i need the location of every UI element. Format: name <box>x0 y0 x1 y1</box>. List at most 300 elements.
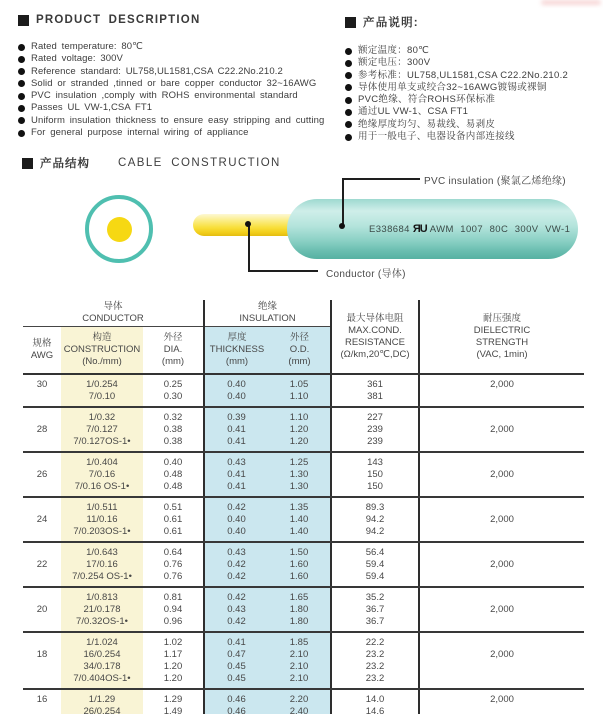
cell-line: 0.76 <box>163 558 183 570</box>
bullet-text: PVC insulation ,comply with ROHS environmental standard <box>31 90 298 102</box>
cell-line: 2,000 <box>490 648 514 660</box>
cell-line: 7/0.10 <box>88 390 116 402</box>
cell-line: 0.51 <box>163 501 183 513</box>
cell-line <box>23 547 61 559</box>
cell-line: 1.29 <box>163 693 183 705</box>
conductor-core-icon <box>107 217 132 242</box>
cell-line: 0.41 <box>227 636 246 648</box>
spec-table <box>23 300 584 714</box>
bullet-item <box>18 102 340 114</box>
cell-line: 7/0.404OS-1• <box>73 672 131 684</box>
hdr-line: CONSTRUCTION <box>63 344 141 355</box>
product-notes-cn-list <box>345 45 595 143</box>
cell-line: 0.38 <box>163 423 183 435</box>
cell-line: 1.10 <box>289 390 309 402</box>
thickness-cell <box>203 498 268 541</box>
insulation-leader-hline <box>342 178 420 180</box>
bullet-item <box>18 78 340 90</box>
cell-line: 361 <box>367 378 383 390</box>
awg-cell <box>23 498 61 541</box>
cell-line <box>23 673 61 685</box>
hdr-line: MAX.COND. <box>348 324 402 336</box>
cell-line <box>420 412 584 424</box>
cell-line: 22 <box>36 558 48 570</box>
bullet-icon <box>18 68 25 75</box>
cell-line: 381 <box>367 390 383 402</box>
cell-line: 23.2 <box>365 672 385 684</box>
dielectric-header <box>418 300 584 373</box>
bullet-icon <box>345 121 352 128</box>
product-description-list <box>18 41 340 139</box>
insulation-group-label <box>205 300 330 327</box>
cell-line: 1/0.404 <box>86 456 118 468</box>
awg-cell <box>23 408 61 451</box>
cell-line: 1.30 <box>289 480 309 492</box>
resistance-cell <box>330 588 418 631</box>
cell-line: 0.81 <box>163 591 183 603</box>
product-notes-cn-section <box>345 14 595 143</box>
cell-line <box>420 391 584 403</box>
dia-cell <box>143 498 203 541</box>
hdr-line: (VAC, 1min) <box>476 348 528 360</box>
od-cell <box>268 690 330 714</box>
cell-line <box>23 412 61 424</box>
cell-line: 0.42 <box>227 570 246 582</box>
cell-line: 7/0.16 <box>88 468 116 480</box>
cell-line: 239 <box>367 435 383 447</box>
thickness-cell <box>203 588 268 631</box>
cell-line <box>23 526 61 538</box>
cell-line: 23.2 <box>365 648 385 660</box>
table-row-group-awg-30 <box>23 375 584 406</box>
cable-construction-heading <box>22 155 281 171</box>
cell-line: 35.2 <box>365 591 385 603</box>
conductor-label-en: CONDUCTOR <box>82 313 144 324</box>
cable-print-left: E338684 <box>369 224 410 235</box>
bullet-text: 额定电压：300V <box>358 57 431 69</box>
bullet-text: Passes UL VW-1,CSA FT1 <box>31 102 153 114</box>
od-cell <box>268 498 330 541</box>
hdr-line: 外径 <box>163 332 183 343</box>
cell-line: 1/0.813 <box>86 591 118 603</box>
cell-line: 0.41 <box>227 480 246 492</box>
cell-line: 0.48 <box>163 468 183 480</box>
od-cell <box>268 375 330 406</box>
cell-line: 30 <box>36 378 48 390</box>
cell-line <box>23 502 61 514</box>
cell-line: 94.2 <box>365 525 385 537</box>
conductor-subheaders <box>23 327 203 373</box>
cell-line <box>420 481 584 493</box>
corner-print-artifact <box>541 0 601 5</box>
od-cell <box>268 408 330 451</box>
insulation-label-en: INSULATION <box>239 313 296 324</box>
dia-cell <box>143 543 203 586</box>
cell-line: 0.41 <box>227 435 246 447</box>
bullet-item <box>345 106 595 118</box>
cell-line: 14.0 <box>365 693 385 705</box>
cell-line: 1.30 <box>289 468 309 480</box>
bullet-icon <box>18 130 25 137</box>
construction-title-cn: 产品结构 <box>40 158 90 170</box>
bullet-item <box>18 127 340 139</box>
thickness-cell <box>203 375 268 406</box>
bullet-text: Rated voltage: 300V <box>31 53 123 65</box>
hdr-line: RESISTANCE <box>344 336 405 348</box>
bullet-icon <box>345 134 352 141</box>
bullet-icon <box>345 60 352 67</box>
construction-title-en: CABLE CONSTRUCTION <box>118 157 281 169</box>
cell-line: 0.41 <box>227 468 246 480</box>
cell-line <box>420 673 584 685</box>
bullet-icon <box>18 93 25 100</box>
cell-line: 16 <box>36 693 48 705</box>
bullet-text: 绝缘厚度均匀、易裁线、易剥皮 <box>358 118 496 130</box>
bullet-item <box>345 45 595 57</box>
construction-cell <box>61 375 143 406</box>
cell-line <box>23 661 61 673</box>
cell-line: 0.48 <box>163 480 183 492</box>
resistance-cell <box>330 498 418 541</box>
cell-line: 0.30 <box>163 390 183 402</box>
square-bullet-icon <box>22 158 33 169</box>
construction-cell <box>61 408 143 451</box>
cell-line: 1.25 <box>289 456 309 468</box>
cell-line: 7/0.127 <box>86 423 118 435</box>
cell-line: 0.43 <box>227 456 246 468</box>
cell-line: 20 <box>36 603 48 615</box>
bullet-text: Rated temperature: 80℃ <box>31 41 143 52</box>
cell-line: 1.17 <box>163 648 183 660</box>
cell-line: 0.40 <box>227 378 246 390</box>
insulation-pointer-dot <box>339 223 345 229</box>
dielectric-cell <box>418 498 584 541</box>
bullet-item <box>345 57 595 69</box>
bullet-item <box>345 119 595 131</box>
cell-line: 150 <box>367 468 383 480</box>
construction-cell <box>61 543 143 586</box>
bullet-text: For general purpose internal wiring of appliance <box>31 127 249 139</box>
table-row-group-awg-26 <box>23 451 584 496</box>
cell-line: 1.20 <box>163 672 183 684</box>
cell-line: 7/0.32OS-1• <box>76 615 128 627</box>
cell-line: 1/0.643 <box>86 546 118 558</box>
hdr-line: 外径 <box>289 332 309 343</box>
bullet-item <box>18 90 340 102</box>
bullet-icon <box>345 109 352 116</box>
resistance-cell <box>330 453 418 496</box>
cell-line: 0.39 <box>227 411 246 423</box>
resistance-cell <box>330 375 418 406</box>
cell-line: 2.10 <box>289 672 309 684</box>
cell-line: 2.10 <box>289 660 309 672</box>
od-cell <box>268 588 330 631</box>
conductor-group-header <box>23 300 203 373</box>
table-row-group-awg-24 <box>23 496 584 541</box>
bullet-text: 额定温度：80℃ <box>358 45 430 56</box>
cell-line <box>23 571 61 583</box>
resistance-cell <box>330 408 418 451</box>
awg-cell <box>23 690 61 714</box>
cell-line: 0.42 <box>227 591 246 603</box>
bullet-text: 通过UL VW-1、CSA FT1 <box>358 106 469 118</box>
square-bullet-icon <box>18 15 29 26</box>
cell-line: 16/0.254 <box>83 648 121 660</box>
cell-line: 1.80 <box>289 603 309 615</box>
cell-line: 1.80 <box>289 615 309 627</box>
cell-line: 0.40 <box>227 525 246 537</box>
cable-body <box>287 199 578 259</box>
spec-table-body <box>23 375 584 714</box>
cell-line <box>23 637 61 649</box>
dielectric-cell <box>418 633 584 688</box>
cell-line: 56.4 <box>365 546 385 558</box>
cell-line: 22.2 <box>365 636 385 648</box>
hdr-line: (No./mm) <box>82 356 122 367</box>
cell-line: 1.20 <box>163 660 183 672</box>
resistance-cell <box>330 543 418 586</box>
cell-line: 0.40 <box>227 390 246 402</box>
cell-line: 23.2 <box>365 660 385 672</box>
cell-line: 0.42 <box>227 615 246 627</box>
cell-line: 2,000 <box>490 468 514 480</box>
cell-line: 1/1.29 <box>88 693 116 705</box>
cell-line: 0.94 <box>163 603 183 615</box>
bullet-text: 参考标准：UL758,UL1581,CSA C22.2No.210.2 <box>358 69 569 81</box>
insulation-group-header <box>203 300 330 373</box>
cell-line <box>420 706 584 714</box>
cell-line: 36.7 <box>365 615 385 627</box>
cell-line: 2,000 <box>490 693 514 705</box>
hdr-line: 构造 <box>92 332 112 343</box>
awg-cell <box>23 633 61 688</box>
resistance-header <box>330 300 418 373</box>
od-cell <box>268 633 330 688</box>
cell-line: 1.65 <box>289 591 309 603</box>
hdr-line: (mm) <box>161 356 185 367</box>
cell-line: 0.43 <box>227 603 246 615</box>
cell-line: 1.10 <box>289 411 309 423</box>
cell-line: 26/0.254 <box>83 705 121 714</box>
cable-print-text <box>287 223 570 235</box>
hdr-line: (Ω/km,20℃,DC) <box>340 348 410 360</box>
cell-line: 1.05 <box>289 378 309 390</box>
bullet-icon <box>345 48 352 55</box>
insulation-label-cn: 绝缘 <box>257 301 277 312</box>
product-description-section <box>18 14 340 139</box>
cell-line: 2.40 <box>289 705 309 714</box>
cable-print-right: AWM 1007 80C 300V VW-1 <box>429 224 571 235</box>
cell-line: 0.25 <box>163 378 183 390</box>
thickness-cell <box>203 690 268 714</box>
conductor-label-cn: 导体 <box>103 301 123 312</box>
cell-line: 1/0.32 <box>88 411 116 423</box>
bullet-item <box>345 94 595 106</box>
hdr-line: O.D. <box>289 344 310 355</box>
conductor-leader-hline <box>248 270 318 272</box>
bullet-item <box>18 115 340 127</box>
cell-line: 36.7 <box>365 603 385 615</box>
insulation-label: PVC insulation (聚氯乙烯绝缘) <box>424 176 566 187</box>
bullet-item <box>18 53 340 65</box>
cell-line <box>23 457 61 469</box>
cell-line: 7/0.254 OS-1• <box>72 570 132 582</box>
cell-line: 1/0.511 <box>86 501 118 513</box>
cell-line: 0.45 <box>227 660 246 672</box>
construction-cell <box>61 588 143 631</box>
hdr-line: THICKNESS <box>209 344 265 355</box>
cell-line: 2,000 <box>490 423 514 435</box>
bullet-icon <box>18 80 25 87</box>
table-row-group-awg-22 <box>23 541 584 586</box>
ul-recognized-mark-icon: ЯU <box>412 223 427 235</box>
cell-line: 2,000 <box>490 513 514 525</box>
cell-line: 0.61 <box>163 525 183 537</box>
hdr-line: 厚度 <box>227 332 247 343</box>
cell-line: 150 <box>367 480 383 492</box>
hdr-line: (mm) <box>225 356 249 367</box>
cell-line: 0.40 <box>227 513 246 525</box>
bullet-icon <box>345 72 352 79</box>
cell-line: 0.40 <box>163 456 183 468</box>
cell-line: 59.4 <box>365 558 385 570</box>
thickness-cell <box>203 453 268 496</box>
cell-line <box>420 457 584 469</box>
awg-cell <box>23 588 61 631</box>
awg-header <box>23 327 61 373</box>
dielectric-cell <box>418 453 584 496</box>
cell-line <box>23 481 61 493</box>
cell-line: 0.41 <box>227 423 246 435</box>
cell-line: 2,000 <box>490 378 514 390</box>
cell-line: 0.32 <box>163 411 183 423</box>
table-row-group-awg-16 <box>23 688 584 714</box>
dia-cell <box>143 408 203 451</box>
cell-line: 1.35 <box>289 501 309 513</box>
cell-line: 0.45 <box>227 672 246 684</box>
conductor-label: Conductor (导体) <box>326 269 406 280</box>
cell-line <box>420 571 584 583</box>
cell-line: 143 <box>367 456 383 468</box>
conductor-group-label <box>23 300 203 327</box>
bullet-icon <box>18 56 25 63</box>
cell-line: 18 <box>36 648 48 660</box>
cell-line: 7/0.203OS-1• <box>73 525 131 537</box>
cell-line: 89.3 <box>365 501 385 513</box>
cell-line: 0.46 <box>227 693 246 705</box>
square-bullet-icon <box>345 17 356 28</box>
cell-line: 0.47 <box>227 648 246 660</box>
dia-cell <box>143 453 203 496</box>
product-notes-cn-heading <box>345 14 595 30</box>
cell-line: 28 <box>36 423 48 435</box>
bullet-icon <box>18 44 25 51</box>
thickness-cell <box>203 408 268 451</box>
cell-line <box>23 616 61 628</box>
cell-line: 0.61 <box>163 513 183 525</box>
section-title: 产品说明: <box>363 17 419 29</box>
dielectric-cell <box>418 408 584 451</box>
cell-line: 11/0.16 <box>86 513 118 525</box>
cell-line: 0.43 <box>227 546 246 558</box>
cell-line: 227 <box>367 411 383 423</box>
cell-line: 1/0.254 <box>86 378 118 390</box>
awg-cell <box>23 375 61 406</box>
dielectric-cell <box>418 375 584 406</box>
cell-line <box>420 547 584 559</box>
cell-line: 1.20 <box>289 435 309 447</box>
insulation-subheaders <box>205 327 330 373</box>
cell-line: 14.6 <box>365 705 385 714</box>
awg-cell <box>23 543 61 586</box>
cell-line: 26 <box>36 468 48 480</box>
dia-cell <box>143 588 203 631</box>
bullet-item <box>345 70 595 82</box>
insulation-leader-vline <box>342 178 344 226</box>
cell-line <box>420 637 584 649</box>
bullet-text: Uniform insulation thickness to ensure easy stripping and cutting <box>31 114 325 126</box>
cell-line: 17/0.16 <box>86 558 118 570</box>
cell-line: 2.20 <box>289 693 309 705</box>
cell-line: 0.38 <box>163 435 183 447</box>
bullet-text: Solid or stranded ,tinned or bare copper conductor 32~16AWG <box>31 77 317 89</box>
table-row-group-awg-28 <box>23 406 584 451</box>
bullet-item <box>345 82 595 94</box>
hdr-line: DIA. <box>163 344 183 355</box>
cell-line <box>420 592 584 604</box>
bullet-icon <box>18 105 25 112</box>
dia-cell <box>143 375 203 406</box>
cell-line: 2,000 <box>490 603 514 615</box>
hdr-line: STRENGTH <box>475 336 529 348</box>
cell-line: 0.42 <box>227 501 246 513</box>
cell-line: 0.76 <box>163 570 183 582</box>
cell-line <box>420 526 584 538</box>
cell-line: 7/0.16 OS-1• <box>74 480 130 492</box>
cell-line: 34/0.178 <box>83 660 121 672</box>
cell-line: 24 <box>36 513 48 525</box>
cell-line: 1.02 <box>163 636 183 648</box>
table-row-group-awg-20 <box>23 586 584 631</box>
dielectric-cell <box>418 690 584 714</box>
cell-line <box>420 616 584 628</box>
bullet-text: PVC绝缘、符合ROHS环保标准 <box>358 94 496 106</box>
resistance-cell <box>330 690 418 714</box>
cell-line: 0.42 <box>227 558 246 570</box>
hdr-line: 规格 <box>32 338 52 349</box>
bullet-icon <box>345 84 352 91</box>
product-description-heading <box>18 14 340 26</box>
construction-cell <box>61 633 143 688</box>
cell-line: 1.49 <box>163 705 183 714</box>
cell-line <box>23 592 61 604</box>
od-cell <box>268 453 330 496</box>
cell-line: 94.2 <box>365 513 385 525</box>
cell-line <box>420 502 584 514</box>
cell-line: 1.40 <box>289 513 309 525</box>
table-row-group-awg-18 <box>23 631 584 688</box>
cell-line: 1.20 <box>289 423 309 435</box>
bullet-item <box>18 66 340 78</box>
cell-line: 0.46 <box>227 705 246 714</box>
cell-line: 59.4 <box>365 570 385 582</box>
cell-line <box>420 661 584 673</box>
cell-line: 1.60 <box>289 570 309 582</box>
cell-line: 1.60 <box>289 558 309 570</box>
od-cell <box>268 543 330 586</box>
bullet-item <box>345 131 595 143</box>
hdr-line: DIELECTRIC <box>473 324 531 336</box>
